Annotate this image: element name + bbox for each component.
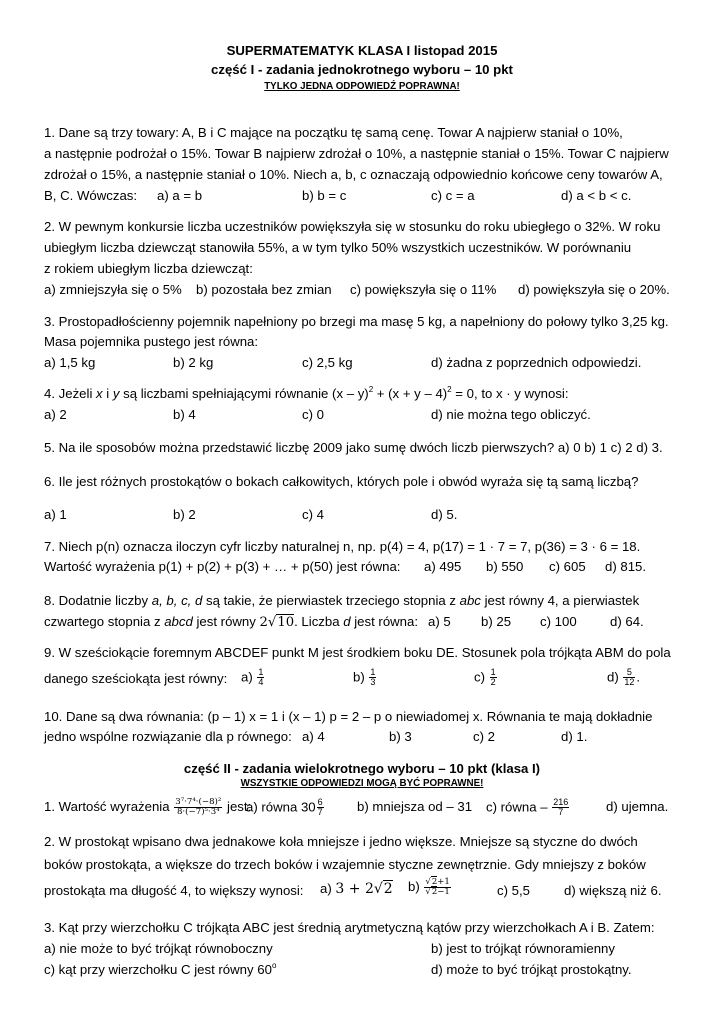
- q3-answer-b: b) 2 kg: [173, 355, 214, 370]
- p2q1-answer-d: d) ujemna.: [606, 799, 669, 814]
- q3-line2: Masa pojemnika pustego jest równa:: [44, 334, 259, 349]
- q7-answer-b: b) 550: [486, 559, 524, 574]
- q6-answer-d: d) 5.: [431, 507, 458, 522]
- p2q3-answer-d: d) może to być trójkąt prostokątny.: [431, 962, 632, 977]
- p2q2-line1: 2. W prostokąt wpisano dwa jednakowe koła mniejsze i jedno większe. Mniejsze są styczne do dwóch: [44, 834, 638, 849]
- q10-answer-d: d) 1.: [561, 729, 588, 744]
- q2-line1: 2. W pewnym konkursie liczba uczestników powiększyła się w stosunku do roku ubiegłego o 32%. W roku: [44, 219, 661, 234]
- q8-line1: 8. Dodatnie liczby a, b, c, d są takie, że pierwiastek trzeciego stopnia z abc jest równy 4, a pierwiastek: [44, 593, 640, 608]
- p2q2-answer-a: a) 3 + 2√2: [320, 881, 393, 897]
- q2-answer-c: c) powiększyła się o 11%: [350, 282, 497, 297]
- q6-line1: 6. Ile jest różnych prostokątów o bokach całkowitych, których pole i obwód wyraża się tą samą liczbą?: [44, 474, 639, 489]
- q10-line2: jedno wspólne rozwiązanie dla p równego:: [44, 729, 292, 744]
- q8-answer-c: c) 100: [540, 614, 577, 629]
- q10-line1: 10. Dane są dwa równania: (p – 1) x = 1 i (x – 1) p = 2 – p o niewiadomej x. Równania te mają dokładnie: [44, 709, 653, 724]
- q9-answer-b: b) $\frac{1}{3}$: [353, 667, 376, 688]
- header-part1: część I - zadania jednokrotnego wyboru – 10 pkt: [211, 62, 513, 77]
- p2q2-answer-b: b) $\frac{√2+1}{√2-1}$: [408, 877, 450, 897]
- q2-answer-b: b) pozostała bez zmian: [196, 282, 332, 297]
- q2-line2: ubiegłym liczba dziewcząt stanowiła 55%, a w tym tylko 50% wszystkich uczestników. W porównaniu: [44, 240, 632, 255]
- q6-answer-c: c) 4: [302, 507, 324, 522]
- q4-line1: 4. Jeżeli x i y są liczbami spełniającymi równanie $(x - y)^2 + (x + y - 4)^2 = 0$, to x · y wynosi:: [44, 385, 569, 401]
- q4-answer-b: b) 4: [173, 407, 196, 422]
- q9-line2: danego sześciokąta jest równy:: [44, 671, 228, 686]
- q1-answer-a: a) a = b: [157, 188, 203, 203]
- q1-answer-d: d) a < b < c.: [561, 188, 632, 203]
- q4-answer-a: a) 2: [44, 407, 67, 422]
- q7-line2: Wartość wyrażenia p(1) + p(2) + p(3) + … + p(50) jest równa:: [44, 559, 401, 574]
- q10-answer-c: c) 2: [473, 729, 495, 744]
- q8-line2: czwartego stopnia z abcd jest równy 2√10. Liczba d jest równa:: [44, 614, 419, 630]
- q2-answer-a: a) zmniejszyła się o 5%: [44, 282, 182, 297]
- q4-answer-d: d) nie można tego obliczyć.: [431, 407, 591, 422]
- p2q2-line2: boków prostokąta, a większe do trzech boków i wzajemnie styczne zewnętrznie. Gdy mniejszy z boków: [44, 857, 646, 872]
- q1-line2: a następnie podrożał o 15%. Towar B najpierw zdrożał o 10%, a następnie staniał o 15%. Towar C najpierw: [44, 146, 669, 161]
- q1-answer-c: c) c = a: [431, 188, 475, 203]
- q7-line1: 7. Niech p(n) oznacza iloczyn cyfr liczby naturalnej n, np. p(4) = 4, p(17) = 1 · 7 = 7, p(36) = 3 · 6 = 18.: [44, 539, 641, 554]
- q9-answer-a: a) $\frac{1}{4}$: [241, 667, 264, 688]
- p2q2-line3: prostokąta ma długość 4, to większy wynosi:: [44, 883, 304, 898]
- q8-answer-b: b) 25: [481, 614, 512, 629]
- q1-line4: B, C. Wówczas:: [44, 188, 138, 203]
- q1-line1: 1. Dane są trzy towary: A, B i C mające na początku tę samą cenę. Towar A najpierw staniał o 10%,: [44, 125, 623, 140]
- part2-title: część II - zadania wielokrotnego wyboru – 10 pkt (klasa I): [183, 761, 541, 776]
- p2q1-answer-b: b) mniejsza od – 31: [357, 799, 473, 814]
- q4-answer-c: c) 0: [302, 407, 324, 422]
- q6-answer-b: b) 2: [173, 507, 196, 522]
- q7-answer-a: a) 495: [424, 559, 462, 574]
- q3-line1: 3. Prostopadłościenny pojemnik napełniony po brzegi ma masę 5 kg, a napełniony do połowy tylko 3,25 kg.: [44, 314, 669, 329]
- q1-line3: zdrożał o 15%, a następnie staniał o 10%. Niech a, b, c oznaczają odpowiednio końcowe ceny towarów A,: [44, 167, 663, 182]
- p2q1-stem: 1. Wartość wyrażenia $\frac{\text{3⁷·7⁴·(−8)²}}{\text{8·(−7)⁵·3⁴}}$ jest:: [44, 797, 252, 818]
- p2q3-answer-a: a) nie może to być trójkąt równoboczny: [44, 941, 273, 956]
- q7-answer-c: c) 605: [549, 559, 586, 574]
- q8-answer-d: d) 64.: [610, 614, 644, 629]
- q3-answer-a: a) 1,5 kg: [44, 355, 96, 370]
- p2q3-answer-b: b) jest to trójkąt równoramienny: [431, 941, 615, 956]
- p2q2-answer-d: d) większą niż 6.: [564, 883, 662, 898]
- q2-line3: z rokiem ubiegłym liczba dziewcząt:: [44, 261, 253, 276]
- question-5: 5. Na ile sposobów można przedstawić liczbę 2009 jako sumę dwóch liczb pierwszych? a) 0 b) 1 c) 2 d) 3.: [44, 440, 663, 455]
- header-note: TYLKO JEDNA ODPOWIEDŹ POPRAWNA!: [264, 81, 460, 92]
- q3-answer-d: d) żadna z poprzednich odpowiedzi.: [431, 355, 642, 370]
- q10-answer-b: b) 3: [389, 729, 412, 744]
- p2q3-line1: 3. Kąt przy wierzchołku C trójkąta ABC jest średnią arytmetyczną kątów przy wierzchołkach A i B. Zatem:: [44, 920, 655, 935]
- q9-answer-d: d) $\frac{5}{12}$ .: [607, 667, 641, 688]
- q2-answer-d: d) powiększyła się o 20%.: [518, 282, 670, 297]
- p2q3-answer-c: c) kąt przy wierzchołku C jest równy 60$^o$: [44, 961, 277, 977]
- q1-answer-b: b) b = c: [302, 188, 347, 203]
- q9-line1: 9. W sześciokącie foremnym ABCDEF punkt M jest środkiem boku DE. Stosunek pola trójkąta ABM do pola: [44, 645, 671, 660]
- part2-note: WSZYSTKIE ODPOWIEDZI MOGĄ BYĆ POPRAWNE!: [240, 778, 484, 789]
- q7-answer-d: d) 815.: [605, 559, 647, 574]
- header-title: SUPERMATEMATYK KLASA I listopad 2015: [226, 43, 498, 58]
- q6-answer-a: a) 1: [44, 507, 67, 522]
- q3-answer-c: c) 2,5 kg: [302, 355, 353, 370]
- p2q1-answer-a: a) równa 30 $\frac{6}{7}$: [246, 797, 323, 818]
- q9-answer-c: c) $\frac{1}{2}$: [474, 667, 496, 688]
- p2q2-answer-c: c) 5,5: [497, 883, 530, 898]
- p2q1-answer-c: c) równa – $\frac{216}{7}$: [486, 797, 569, 818]
- q8-answer-a: a) 5: [428, 614, 451, 629]
- q10-answer-a: a) 4: [302, 729, 325, 744]
